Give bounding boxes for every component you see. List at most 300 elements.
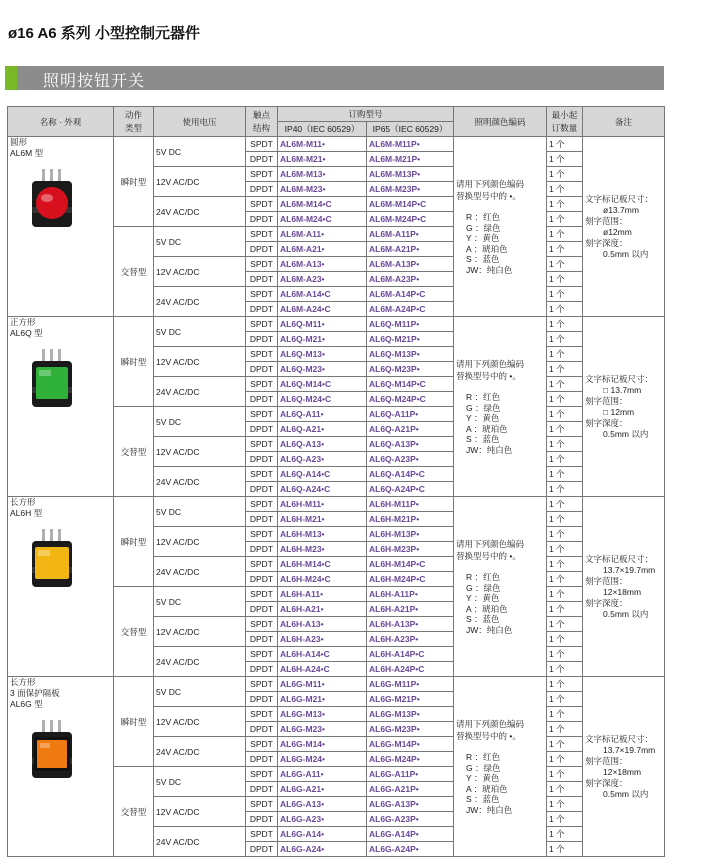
color-code-line: S ：蓝色 [466,254,500,264]
min-qty-cell: 1 个 [547,227,583,242]
note-line: 13.7×19.7mm [603,744,656,755]
header-order: 订购型号 [278,107,454,122]
contact-cell: DPDT [246,572,278,587]
header-contact-line: 触点 [252,109,270,120]
contact-cell: SPDT [246,227,278,242]
ip40-model-cell: AL6H-M13• [278,527,367,542]
section-title: 照明按钮开关 [43,73,146,90]
ip40-model-cell: AL6M-M24•C [278,212,367,227]
ip40-model-cell: AL6M-A21• [278,242,367,257]
note-line: 12×18mm [603,586,642,597]
ip40-model-cell: AL6G-M14• [278,737,367,752]
section-header [5,66,664,90]
ip40-model-cell: AL6Q-A24•C [278,482,367,497]
color-intro-line: 请用下列颜色编码 [456,719,525,729]
ip40-model-cell: AL6Q-M21• [278,332,367,347]
header-action-line: 动作 [124,109,142,120]
color-code-cell [454,137,547,317]
contact-cell: SPDT [246,287,278,302]
min-qty-cell: 1 个 [547,437,583,452]
note-line: 刻字范围： [585,575,628,586]
voltage-cell: 12V AC/DC [154,347,246,377]
color-intro-line: 替换型号中的 •。 [456,191,521,201]
contact-cell: DPDT [246,602,278,617]
ip40-model-cell: AL6H-M24•C [278,572,367,587]
min-qty-cell: 1 个 [547,662,583,677]
note-line: 刻字深度： [585,777,628,788]
voltage-cell: 24V AC/DC [154,737,246,767]
color-code-line: A ：琥珀色 [466,243,508,254]
color-intro [456,358,544,382]
note-line: 0.5mm 以内 [603,788,649,799]
ip40-model-cell: AL6G-A24• [278,842,367,857]
color-code-cell [454,317,547,497]
ip40-model-cell: AL6H-A14•C [278,647,367,662]
note-line: 刻字范围： [585,215,628,226]
contact-cell: SPDT [246,377,278,392]
ip65-model-cell: AL6M-M24P•C [367,212,454,227]
ip40-model-cell: AL6H-M14•C [278,557,367,572]
ip65-model-cell: AL6M-M14P•C [367,197,454,212]
contact-cell: DPDT [246,842,278,857]
header-contact-line: 结构 [252,122,270,133]
ip65-model-cell: AL6Q-M24P•C [367,392,454,407]
ip65-model-cell: AL6Q-A11P• [367,407,454,422]
page-title: ø16 A6 系列 小型控制元器件 [8,25,200,42]
ip40-model-cell: AL6H-A21• [278,602,367,617]
min-qty-cell: 1 个 [547,797,583,812]
table-row [8,497,665,512]
voltage-cell: 24V AC/DC [154,467,246,497]
min-qty-cell: 1 个 [547,557,583,572]
min-qty-cell: 1 个 [547,167,583,182]
product-name-line: 正方形 [10,317,36,327]
ip40-model-cell: AL6H-M21• [278,512,367,527]
min-qty-cell: 1 个 [547,197,583,212]
min-qty-cell: 1 个 [547,407,583,422]
header-note: 备注 [583,107,665,137]
product-name-line: AL6Q 型 [10,328,43,338]
min-qty-cell: 1 个 [547,392,583,407]
color-code-line: A ：琥珀色 [466,603,508,614]
ip65-model-cell: AL6M-M23P• [367,182,454,197]
min-qty-cell: 1 个 [547,242,583,257]
min-qty-cell: 1 个 [547,422,583,437]
ip65-model-cell: AL6M-A21P• [367,242,454,257]
ip65-model-cell: AL6M-M11P• [367,137,454,152]
min-qty-cell: 1 个 [547,332,583,347]
ip65-model-cell: AL6H-M13P• [367,527,454,542]
action-type-cell: 交替型 [114,407,154,497]
ip65-model-cell: AL6H-M21P• [367,512,454,527]
contact-cell: DPDT [246,722,278,737]
note-line: 刻字范围： [585,395,628,406]
contact-cell: DPDT [246,302,278,317]
min-qty-cell: 1 个 [547,212,583,227]
color-code-line: JW：纯白色 [466,264,513,275]
min-qty-cell: 1 个 [547,302,583,317]
note-line: 文字标记板尺寸： [585,733,654,744]
header-ip40: IP40（IEC 60529） [278,122,367,137]
contact-cell: DPDT [246,392,278,407]
ip40-model-cell: AL6Q-M24•C [278,392,367,407]
action-type-cell: 瞬时型 [114,677,154,767]
voltage-cell: 12V AC/DC [154,797,246,827]
min-qty-cell: 1 个 [547,257,583,272]
voltage-cell: 24V AC/DC [154,647,246,677]
min-qty-cell: 1 个 [547,287,583,302]
contact-cell: SPDT [246,167,278,182]
contact-cell: SPDT [246,407,278,422]
product-name-cell [8,497,114,677]
voltage-cell: 24V AC/DC [154,827,246,857]
ip65-model-cell: AL6H-A13P• [367,617,454,632]
min-qty-cell: 1 个 [547,602,583,617]
ip40-model-cell: AL6H-A23• [278,632,367,647]
min-qty-cell: 1 个 [547,632,583,647]
min-qty-cell: 1 个 [547,782,583,797]
ip40-model-cell: AL6G-A23• [278,812,367,827]
ip65-model-cell: AL6G-A11P• [367,767,454,782]
contact-cell: DPDT [246,182,278,197]
min-qty-cell: 1 个 [547,542,583,557]
ip40-model-cell: AL6Q-A14•C [278,467,367,482]
contact-cell: DPDT [246,332,278,347]
ip65-model-cell: AL6G-M13P• [367,707,454,722]
contact-cell: DPDT [246,662,278,677]
min-qty-cell: 1 个 [547,272,583,287]
contact-cell: SPDT [246,827,278,842]
action-type-cell: 交替型 [114,587,154,677]
ip65-model-cell: AL6H-A24P•C [367,662,454,677]
ip40-model-cell: AL6M-A14•C [278,287,367,302]
header-color: 照明颜色编码 [454,107,547,137]
note-line: 刻字深度： [585,597,628,608]
min-qty-cell: 1 个 [547,512,583,527]
action-type-cell: 瞬时型 [114,317,154,407]
min-qty-cell: 1 个 [547,497,583,512]
ip40-model-cell: AL6Q-M11• [278,317,367,332]
ip40-model-cell: AL6G-M24• [278,752,367,767]
note-line: □ 12mm [603,406,635,417]
ip40-model-cell: AL6M-A11• [278,227,367,242]
product-name-cell [8,677,114,857]
ip65-model-cell: AL6G-M23P• [367,722,454,737]
voltage-cell: 12V AC/DC [154,257,246,287]
ip40-model-cell: AL6H-M11• [278,497,367,512]
ip40-model-cell: AL6M-A13• [278,257,367,272]
contact-cell: DPDT [246,242,278,257]
ip65-model-cell: AL6G-M11P• [367,677,454,692]
color-code-line: S ：蓝色 [466,434,500,444]
ip65-model-cell: AL6Q-A24P•C [367,482,454,497]
voltage-cell: 5V DC [154,407,246,437]
contact-cell: SPDT [246,797,278,812]
color-intro [456,718,544,742]
ip65-model-cell: AL6H-A21P• [367,602,454,617]
note-line: ø13.7mm [603,204,639,215]
voltage-cell: 12V AC/DC [154,617,246,647]
ip40-model-cell: AL6M-A23• [278,272,367,287]
note-line: 刻字范围： [585,755,628,766]
min-qty-cell: 1 个 [547,527,583,542]
ip65-model-cell: AL6G-A13P• [367,797,454,812]
product-name-cell [8,137,114,317]
color-intro-line: 替换型号中的 •。 [456,371,521,381]
voltage-cell: 24V AC/DC [154,377,246,407]
voltage-cell: 12V AC/DC [154,527,246,557]
contact-cell: DPDT [246,752,278,767]
color-code-line: Y ：黄色 [466,593,500,603]
ip65-model-cell: AL6Q-M21P• [367,332,454,347]
ip65-model-cell: AL6Q-A13P• [367,437,454,452]
contact-cell: SPDT [246,767,278,782]
note-cell [583,317,665,497]
contact-cell: SPDT [246,257,278,272]
ip65-model-cell: AL6Q-M13P• [367,347,454,362]
note-line: 刻字深度： [585,417,628,428]
ip65-model-cell: AL6M-A14P•C [367,287,454,302]
color-intro-line: 请用下列颜色编码 [456,179,525,189]
contact-cell: SPDT [246,197,278,212]
color-code-line: JW：纯白色 [466,444,513,455]
header-min-line: 最小起 [551,109,578,120]
ip40-model-cell: AL6H-A13• [278,617,367,632]
min-qty-cell: 1 个 [547,722,583,737]
ip65-model-cell: AL6G-M14P• [367,737,454,752]
contact-cell: SPDT [246,347,278,362]
contact-cell: SPDT [246,677,278,692]
contact-cell: SPDT [246,617,278,632]
color-intro-line: 替换型号中的 •。 [456,551,521,561]
note-cell [583,137,665,317]
ip40-model-cell: AL6M-A24•C [278,302,367,317]
ip65-model-cell: AL6G-A23P• [367,812,454,827]
min-qty-cell: 1 个 [547,452,583,467]
ip40-model-cell: AL6G-M23• [278,722,367,737]
section-accent [5,66,17,90]
voltage-cell: 24V AC/DC [154,557,246,587]
min-qty-cell: 1 个 [547,737,583,752]
contact-cell: DPDT [246,542,278,557]
voltage-cell: 5V DC [154,767,246,797]
ip40-model-cell: AL6M-M21• [278,152,367,167]
note-line: 刻字深度： [585,237,628,248]
color-code-line: G ：绿色 [466,582,501,593]
color-code-line: S ：蓝色 [466,794,500,804]
ip40-model-cell: AL6M-M13• [278,167,367,182]
header-action [114,107,154,137]
note-cell [583,677,665,857]
contact-cell: SPDT [246,497,278,512]
contact-cell: SPDT [246,737,278,752]
ip65-model-cell: AL6H-A14P•C [367,647,454,662]
voltage-cell: 5V DC [154,137,246,167]
ip40-model-cell: AL6Q-A11• [278,407,367,422]
table-row [8,137,665,152]
pushbutton-image [22,167,111,242]
product-name-line: AL6G 型 [10,699,43,709]
contact-cell: DPDT [246,512,278,527]
contact-cell: DPDT [246,422,278,437]
min-qty-cell: 1 个 [547,617,583,632]
contact-cell: SPDT [246,137,278,152]
note-line: 13.7×19.7mm [603,564,656,575]
ip65-model-cell: AL6Q-A21P• [367,422,454,437]
action-type-cell: 交替型 [114,227,154,317]
min-qty-cell: 1 个 [547,692,583,707]
min-qty-cell: 1 个 [547,362,583,377]
voltage-cell: 5V DC [154,227,246,257]
contact-cell: SPDT [246,317,278,332]
color-code-line: R ：红色 [466,572,501,582]
min-qty-cell: 1 个 [547,317,583,332]
note-line: ø12mm [603,226,632,237]
ip65-model-cell: AL6H-M11P• [367,497,454,512]
header-voltage: 使用电压 [154,107,246,137]
ip65-model-cell: AL6Q-M11P• [367,317,454,332]
ip65-model-cell: AL6Q-M23P• [367,362,454,377]
ip40-model-cell: AL6G-M11• [278,677,367,692]
product-name-line: 3 面保护隔板 [10,688,60,698]
contact-cell: DPDT [246,272,278,287]
contact-cell: DPDT [246,782,278,797]
ip40-model-cell: AL6Q-A23• [278,452,367,467]
contact-cell: DPDT [246,362,278,377]
ip40-model-cell: AL6G-M13• [278,707,367,722]
contact-cell: DPDT [246,482,278,497]
ip40-model-cell: AL6Q-M14•C [278,377,367,392]
product-name-line: AL6H 型 [10,508,43,518]
voltage-cell: 24V AC/DC [154,197,246,227]
ip65-model-cell: AL6M-A23P• [367,272,454,287]
color-code-line: A ：琥珀色 [466,423,508,434]
ip65-model-cell: AL6H-A23P• [367,632,454,647]
ip65-model-cell: AL6M-M21P• [367,152,454,167]
ip65-model-cell: AL6H-M23P• [367,542,454,557]
min-qty-cell: 1 个 [547,347,583,362]
min-qty-cell: 1 个 [547,572,583,587]
ip40-model-cell: AL6M-M14•C [278,197,367,212]
voltage-cell: 5V DC [154,677,246,707]
color-code-cell [454,677,547,857]
min-qty-cell: 1 个 [547,137,583,152]
ip40-model-cell: AL6G-A14• [278,827,367,842]
ip40-model-cell: AL6G-M21• [278,692,367,707]
product-table [7,106,665,857]
color-code-line: JW：纯白色 [466,804,513,815]
ip65-model-cell: AL6M-M13P• [367,167,454,182]
voltage-cell: 12V AC/DC [154,437,246,467]
note-line: 0.5mm 以内 [603,608,649,619]
contact-cell: SPDT [246,527,278,542]
note-line: □ 13.7mm [603,384,642,395]
color-code-line: A ：琥珀色 [466,783,508,794]
min-qty-cell: 1 个 [547,467,583,482]
min-qty-cell: 1 个 [547,182,583,197]
voltage-cell: 5V DC [154,587,246,617]
voltage-cell: 5V DC [154,497,246,527]
color-code-line: S ：蓝色 [466,614,500,624]
contact-cell: DPDT [246,452,278,467]
header-min-line: 订数量 [551,122,578,133]
ip40-model-cell: AL6G-A21• [278,782,367,797]
color-intro [456,178,544,202]
contact-cell: DPDT [246,632,278,647]
ip65-model-cell: AL6M-A13P• [367,257,454,272]
ip40-model-cell: AL6H-A24•C [278,662,367,677]
min-qty-cell: 1 个 [547,767,583,782]
note-line: 0.5mm 以内 [603,248,649,259]
voltage-cell: 24V AC/DC [154,287,246,317]
min-qty-cell: 1 个 [547,677,583,692]
header-min-qty [547,107,583,137]
table-row [8,677,665,692]
min-qty-cell: 1 个 [547,152,583,167]
contact-cell: SPDT [246,557,278,572]
ip40-model-cell: AL6H-A11• [278,587,367,602]
color-code-line: R ：红色 [466,212,501,222]
contact-cell: SPDT [246,467,278,482]
ip40-model-cell: AL6M-M11• [278,137,367,152]
color-intro-line: 替换型号中的 •。 [456,731,521,741]
product-name-line: 圆形 [10,137,28,147]
ip65-model-cell: AL6M-A24P•C [367,302,454,317]
note-cell [583,497,665,677]
contact-cell: DPDT [246,812,278,827]
ip65-model-cell: AL6G-M24P• [367,752,454,767]
ip65-model-cell: AL6M-A11P• [367,227,454,242]
color-code-line: R ：红色 [466,752,501,762]
ip65-model-cell: AL6G-A24P• [367,842,454,857]
header-action-line: 类型 [124,122,142,133]
contact-cell: DPDT [246,152,278,167]
color-code-line: Y ：黄色 [466,413,500,423]
min-qty-cell: 1 个 [547,752,583,767]
color-code-line: G ：绿色 [466,762,501,773]
header-ip65: IP65（IEC 60529） [367,122,454,137]
voltage-cell: 12V AC/DC [154,167,246,197]
ip40-model-cell: AL6M-M23• [278,182,367,197]
ip65-model-cell: AL6Q-A23P• [367,452,454,467]
ip65-model-cell: AL6Q-A14P•C [367,467,454,482]
contact-cell: SPDT [246,437,278,452]
contact-cell: DPDT [246,212,278,227]
note-line: 0.5mm 以内 [603,428,649,439]
contact-cell: DPDT [246,692,278,707]
color-code-line: Y ：黄色 [466,233,500,243]
contact-cell: SPDT [246,707,278,722]
note-line: 文字标记板尺寸： [585,193,654,204]
pushbutton-image [22,527,111,602]
ip65-model-cell: AL6Q-M14P•C [367,377,454,392]
ip65-model-cell: AL6H-A11P• [367,587,454,602]
ip40-model-cell: AL6H-M23• [278,542,367,557]
ip40-model-cell: AL6G-A11• [278,767,367,782]
pushbutton-image [22,718,111,793]
min-qty-cell: 1 个 [547,482,583,497]
note-line: 文字标记板尺寸： [585,373,654,384]
header-contact [246,107,278,137]
action-type-cell: 瞬时型 [114,137,154,227]
color-code-line: Y ：黄色 [466,773,500,783]
color-intro-line: 请用下列颜色编码 [456,539,525,549]
color-intro-line: 请用下列颜色编码 [456,359,525,369]
product-name-cell [8,317,114,497]
contact-cell: SPDT [246,587,278,602]
contact-cell: SPDT [246,647,278,662]
color-code-line: JW：纯白色 [466,624,513,635]
